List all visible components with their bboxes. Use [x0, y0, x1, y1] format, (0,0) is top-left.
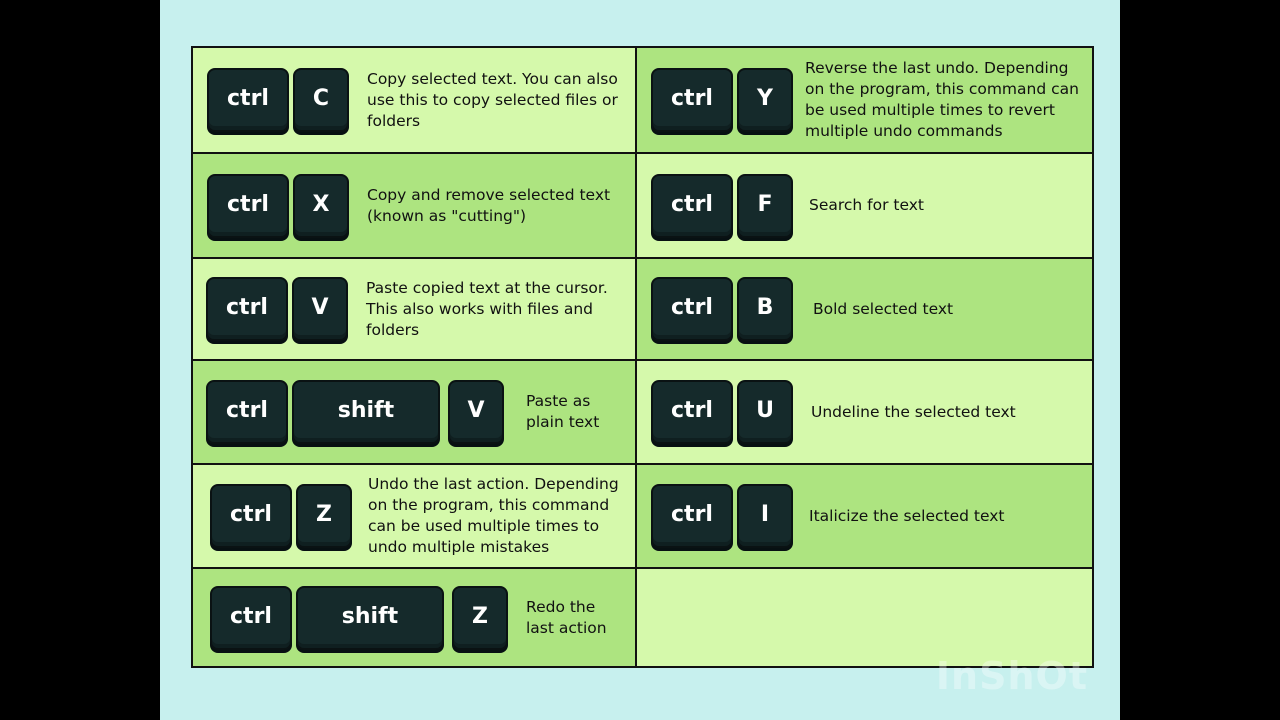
shortcut-description: Copy selected text. You can also use this to copy selected files or folders — [367, 69, 618, 130]
key-shift: shift — [292, 380, 440, 444]
shortcut-find — [637, 154, 1092, 259]
key-u: U — [737, 380, 793, 444]
shortcut-paste — [193, 259, 637, 361]
key-z: Z — [452, 586, 508, 650]
shortcut-cut — [193, 154, 637, 259]
key-y: Y — [737, 68, 793, 132]
shortcut-description: Italicize the selected text — [809, 506, 1005, 525]
shortcut-description: Copy and remove selected text (known as "cutting") — [367, 185, 611, 225]
shortcut-description: Undeline the selected text — [811, 402, 1016, 421]
shortcut-bold — [637, 259, 1092, 361]
shortcut-description: Paste copied text at the cursor. This also works with files and folders — [366, 278, 608, 339]
shortcut-copy — [193, 48, 637, 154]
key-shift: shift — [296, 586, 444, 650]
shortcut-table — [191, 46, 1094, 668]
shortcut-underline — [637, 361, 1092, 465]
empty-cell — [637, 569, 1092, 666]
shortcut-description: Search for text — [809, 196, 925, 214]
key-ctrl: ctrl — [206, 277, 288, 341]
key-i: I — [737, 484, 793, 548]
key-ctrl: ctrl — [207, 174, 289, 238]
shortcut-description: Undo the last action. Depending on the program, this command can be used multiple times to undo multiple mistakes — [368, 475, 619, 556]
key-ctrl: ctrl — [651, 484, 733, 548]
key-ctrl: ctrl — [207, 68, 289, 132]
key-f: F — [737, 174, 793, 238]
key-x: X — [293, 174, 349, 238]
shortcut-description: Redo the last action — [526, 597, 607, 637]
key-b: B — [737, 277, 793, 341]
key-ctrl: ctrl — [210, 484, 292, 548]
key-ctrl: ctrl — [206, 380, 288, 444]
key-c: C — [293, 68, 349, 132]
watermark-logo: InShOt — [935, 654, 1088, 698]
shortcut-redo — [193, 569, 637, 666]
key-ctrl: ctrl — [651, 174, 733, 238]
key-ctrl: ctrl — [651, 380, 733, 444]
shortcut-redo-y — [637, 48, 1092, 154]
key-ctrl: ctrl — [210, 586, 292, 650]
key-v: V — [448, 380, 504, 444]
shortcut-description: Reverse the last undo. Depending on the program, this command can be used multiple times to revert multiple undo commands — [805, 59, 1079, 140]
key-ctrl: ctrl — [651, 277, 733, 341]
shortcut-undo — [193, 465, 637, 569]
key-ctrl: ctrl — [651, 68, 733, 132]
key-v: V — [292, 277, 348, 341]
shortcut-italic — [637, 465, 1092, 569]
shortcut-description: Bold selected text — [813, 299, 954, 318]
shortcut-description: Paste as plain text — [526, 392, 600, 431]
key-z: Z — [296, 484, 352, 548]
shortcut-card — [160, 0, 1120, 720]
shortcut-paste-plain — [193, 361, 637, 465]
